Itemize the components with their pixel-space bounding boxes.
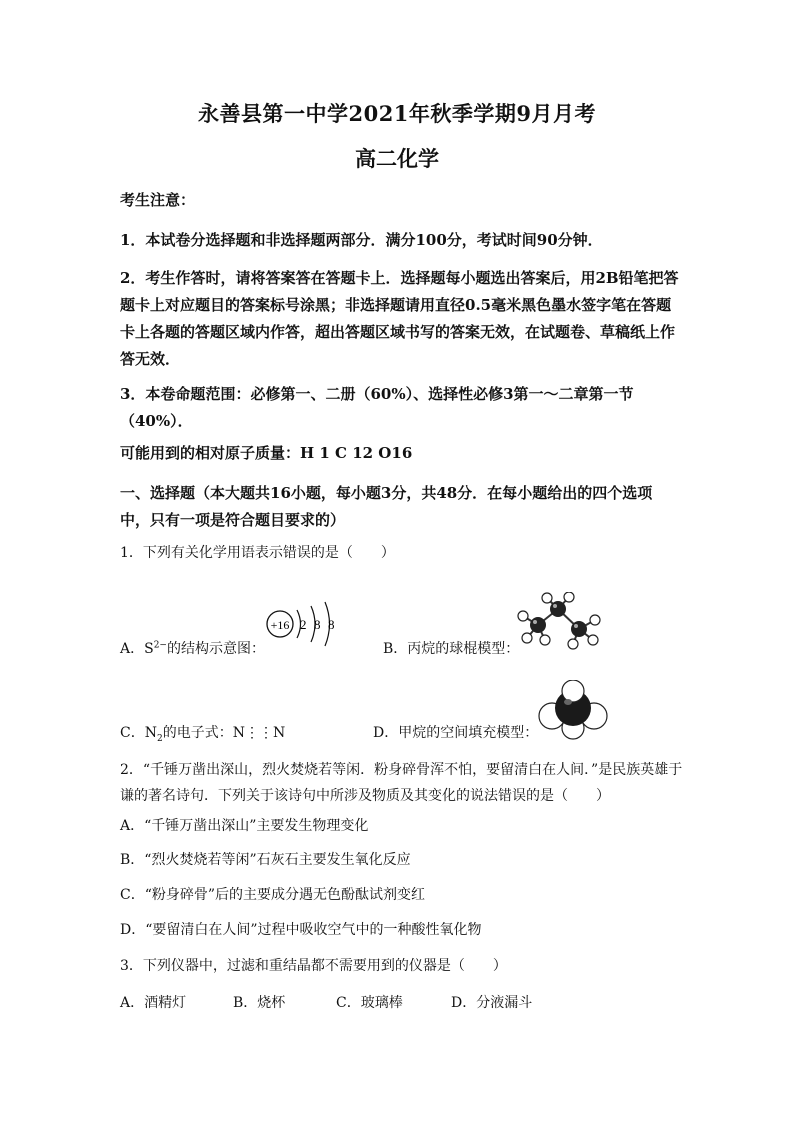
q1-c-prefix: C．N xyxy=(120,725,157,741)
methane-space-filling-model xyxy=(538,680,608,740)
q2-option-d: D．“要留清白在人间”过程中吸收空气中的一种酸性氧化物 xyxy=(120,922,482,938)
exam-subject: 高二化学 xyxy=(355,146,439,171)
notice-item-2: 2．考生作答时，请将答案答在答题卡上．选择题每小题选出答案后，用2B铅笔把答题卡上对应题目的答案标号涂黑；非选择题请用直径0.5毫米黑色墨水签字笔在答题卡上各题的答题区域内作答，超出答题区域书写的答案无效，在试题卷、草稿纸上作答无效． xyxy=(120,269,679,368)
q1-option-a xyxy=(120,638,265,658)
q3-option-a: A．酒精灯 xyxy=(120,995,187,1011)
q3-option-d: D．分液漏斗 xyxy=(451,995,533,1011)
q1-a-charge: 2− xyxy=(153,640,167,651)
q2-option-b: B．“烈火焚烧若等闲”石灰石主要发生氧化反应 xyxy=(120,852,411,868)
shell-3-electrons: 8 xyxy=(328,617,335,632)
notice-item-3: 3．本卷命题范围：必修第一、二册（60%）、选择性必修3第一～二章第一节（40%）． xyxy=(120,385,634,430)
q3-stem: 3．下列仪器中，过滤和重结晶都不需要用到的仪器是（ ） xyxy=(120,958,507,974)
q2-option-c: C．“粉身碎骨”后的主要成分遇无色酚酞试剂变红 xyxy=(120,887,426,903)
propane-ball-stick-model xyxy=(515,592,610,652)
notice-item-1: 1．本试卷分选择题和非选择题两部分．满分100分，考试时间90分钟． xyxy=(120,231,603,249)
shell-1-electrons: 2 xyxy=(300,617,307,632)
q1-stem: 1．下列有关化学用语表示错误的是（ ） xyxy=(120,545,395,561)
q1-c-suffix: 的电子式：N⋮⋮N xyxy=(162,725,286,741)
q1-option-b: B．丙烷的球棍模型： xyxy=(383,641,520,657)
exam-title: 永善县第一中学2021年秋季学期9月月考 xyxy=(197,101,597,126)
q1-option-c xyxy=(120,722,285,744)
shell-2-electrons: 8 xyxy=(314,617,321,632)
q1-a-suffix: 的结构示意图： xyxy=(166,641,265,657)
q2-stem: 2．“千锤万凿出深山，烈火焚烧若等闲．粉身碎骨浑不怕，要留清白在人间．”是民族英雄于谦的著名诗句．下列关于该诗句中所涉及物质及其变化的说法错误的是（ ） xyxy=(120,762,683,804)
q1-option-d: D．甲烷的空间填充模型： xyxy=(373,725,539,741)
atomic-mass-line: 可能用到的相对原子质量：H 1 C 12 O16 xyxy=(120,444,413,462)
q1-a-prefix: A．S xyxy=(120,641,154,657)
q3-option-c: C．玻璃棒 xyxy=(336,995,403,1011)
sulfur-ion-structure-diagram xyxy=(264,600,344,652)
nucleus-label: +16 xyxy=(270,618,290,632)
q3-option-b: B．烧杯 xyxy=(233,995,286,1011)
notice-heading: 考生注意： xyxy=(120,191,196,209)
q2-option-a: A．“千锤万凿出深山”主要发生物理变化 xyxy=(120,818,369,834)
q1-c-subscript: 2 xyxy=(156,733,163,744)
section-heading: 一、选择题（本大题共16小题，每小题3分，共48分．在每小题给出的四个选项中，只有一项是符合题目要求的） xyxy=(120,484,653,529)
